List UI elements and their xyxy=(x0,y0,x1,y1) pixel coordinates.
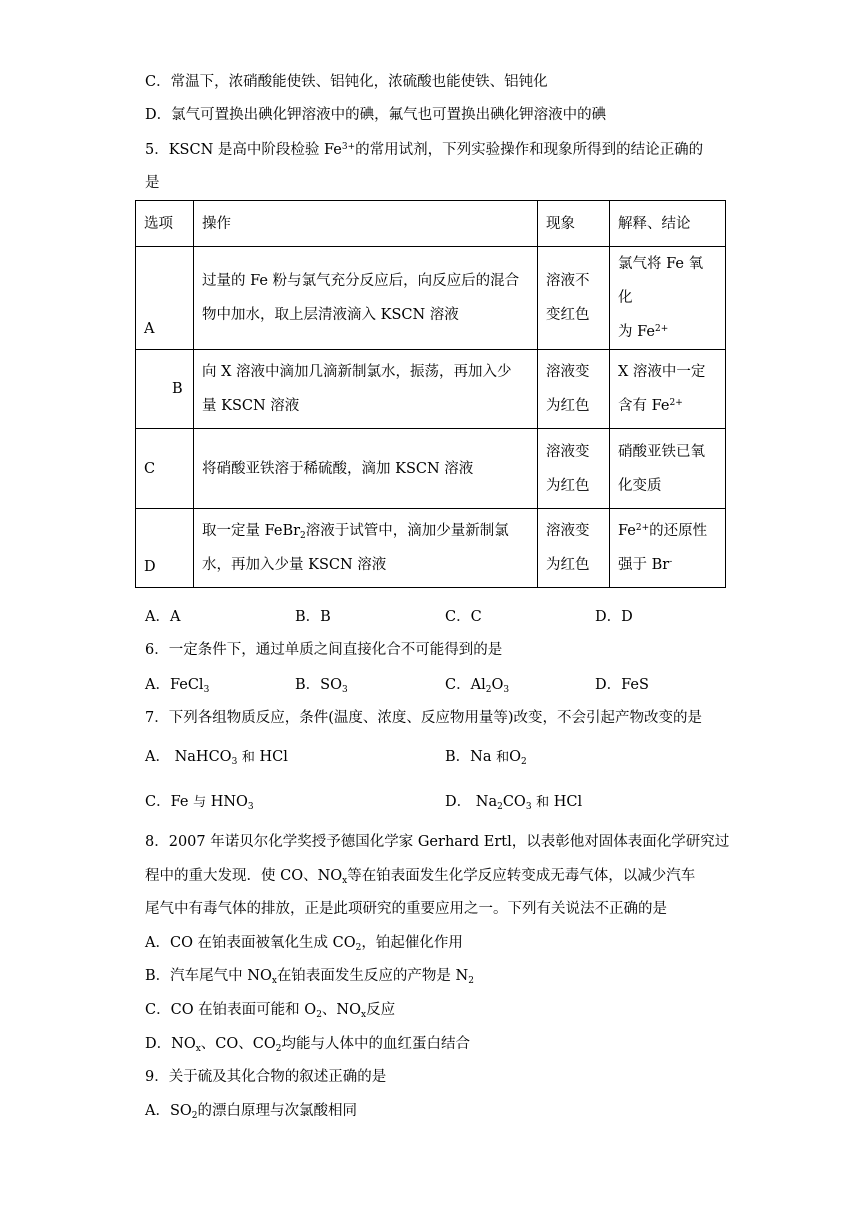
q7-choice-a: A． NaHCO$_3$ 和 HCl xyxy=(145,749,288,767)
table-header-row xyxy=(136,201,726,247)
table-row xyxy=(136,429,726,509)
row-operation: 取一定量 FeBr$_2$溶液于试管中，滴加少量新制氯 水，再加入少量 KSCN 溶液 xyxy=(194,509,538,588)
header-conclusion: 解释、结论 xyxy=(610,201,726,247)
row-phenomenon: 溶液不 变红色 xyxy=(538,247,610,350)
q7-choice-b: B．Na 和$O_2$ xyxy=(445,749,527,767)
row-operation: 过量的 Fe 粉与氯气充分反应后，向反应后的混合 物中加水，取上层清液滴入 KSCN 溶液 xyxy=(194,247,538,350)
q6-choice-a: A．FeCl$_3$ xyxy=(145,677,210,695)
row-phenomenon: 溶液变 为红色 xyxy=(538,350,610,429)
q9-choice-a: A．$SO_2$的漂白原理与次氯酸相同 xyxy=(145,1103,358,1121)
table-row xyxy=(136,350,726,429)
q8-choice-d: D．$NO_x$、CO、$CO_2$均能与人体中的血红蛋白结合 xyxy=(145,1036,470,1054)
q5-choice-c: C．C xyxy=(445,609,482,625)
q6-choice-b: B．$SO_3$ xyxy=(295,677,348,695)
q6-stem: 6．一定条件下，通过单质之间直接化合不可能得到的是 xyxy=(145,642,503,658)
q6-choice-c: C．$Al_2O_3$ xyxy=(445,677,510,695)
row-option: A xyxy=(136,247,194,350)
q5-choice-b: B．B xyxy=(295,609,331,625)
q5-experiment-table xyxy=(135,200,726,588)
q7-choice-c: C．Fe 与 $HNO_3$ xyxy=(145,794,254,812)
q7-choice-d: D． $Na_2CO_3$ 和 HCl xyxy=(445,794,583,812)
q8-choice-c: C．CO 在铂表面可能和 $O_2$、$NO_x$反应 xyxy=(145,1002,396,1020)
row-phenomenon: 溶液变 为红色 xyxy=(538,429,610,509)
q8-stem-line2: 程中的重大发现．使 CO、$NO_x$等在铂表面发生化学反应转变成无毒气体，以减少汽车 xyxy=(145,868,696,886)
header-option: 选项 xyxy=(136,201,194,247)
row-conclusion: 硝酸亚铁已氧 化变质 xyxy=(610,429,726,509)
row-conclusion: X 溶液中一定 含有 $Fe^{2+}$ xyxy=(610,350,726,429)
row-conclusion: $Fe^{2+}$的还原性 强于 Br- xyxy=(610,509,726,588)
q8-stem-line3: 尾气中有毒气体的排放，正是此项研究的重要应用之一。下列有关说法不正确的是 xyxy=(145,901,667,917)
table-row xyxy=(136,509,726,588)
q5-choice-d: D．D xyxy=(595,609,633,625)
q4-option-d: D．氯气可置换出碘化钾溶液中的碘，氟气也可置换出碘化钾溶液中的碘 xyxy=(145,107,607,123)
row-option: C xyxy=(136,429,194,509)
row-operation: 向 X 溶液中滴加几滴新制氯水，振荡，再加入少 量 KSCN 溶液 xyxy=(194,350,538,429)
header-operation: 操作 xyxy=(194,201,538,247)
row-option: B xyxy=(136,350,194,429)
row-phenomenon: 溶液变 为红色 xyxy=(538,509,610,588)
header-phenomenon: 现象 xyxy=(538,201,610,247)
q6-choice-d: D．FeS xyxy=(595,677,649,693)
q8-stem-line1: 8．2007 年诺贝尔化学奖授予德国化学家 Gerhard Ertl，以表彰他对固体表面化学研究过 xyxy=(145,834,730,850)
table-row xyxy=(136,247,726,350)
q5-stem: 5．KSCN 是高中阶段检验 $Fe^{3+}$的常用试剂，下列实验操作和现象所得到的结论正确的 xyxy=(145,142,704,158)
q5-choice-a: A．A xyxy=(145,609,181,625)
row-conclusion: 氯气将 Fe 氧化 为 $Fe^{2+}$ xyxy=(610,247,726,350)
row-option: D xyxy=(136,509,194,588)
q7-stem: 7．下列各组物质反应，条件(温度、浓度、反应物用量等)改变，不会引起产物改变的是 xyxy=(145,710,703,726)
q9-stem: 9．关于硫及其化合物的叙述正确的是 xyxy=(145,1069,387,1085)
q5-stem-line2: 是 xyxy=(145,175,160,191)
q8-choice-a: A．CO 在铂表面被氧化生成 $CO_2$，铂起催化作用 xyxy=(145,935,463,953)
q8-choice-b: B．汽车尾气中 $NO_x$在铂表面发生反应的产物是 $N_2$ xyxy=(145,968,474,986)
row-operation: 将硝酸亚铁溶于稀硫酸，滴加 KSCN 溶液 xyxy=(194,429,538,509)
q4-option-c: C．常温下，浓硝酸能使铁、铝钝化，浓硫酸也能使铁、铝钝化 xyxy=(145,74,548,90)
